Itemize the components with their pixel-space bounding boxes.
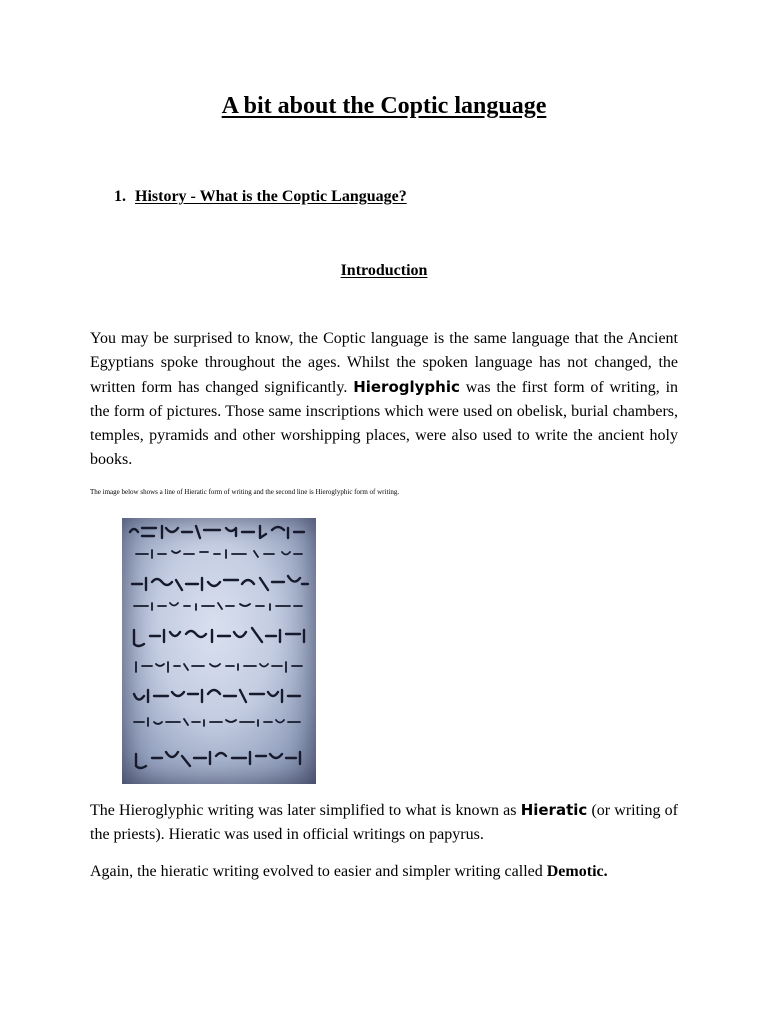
term-hieratic: Hieratic (520, 801, 588, 819)
subheading-introduction: Introduction (340, 262, 428, 279)
paragraph-demotic-text-1: Again, the hieratic writing evolved to easier and simpler writing called (90, 863, 547, 880)
document-title: A bit about the Coptic language (221, 93, 547, 119)
hieratic-glyph-strokes (122, 518, 316, 784)
paragraph-intro (90, 327, 678, 472)
section-title: History - What is the Coptic Language? (135, 188, 407, 205)
paragraph-hieratic (90, 798, 678, 847)
term-hieroglyphic: Hieroglyphic (353, 378, 460, 396)
image-caption: The image below shows a line of Hieratic form of writing and the second line is Hieroglyphic form of writing. (90, 488, 400, 496)
term-demotic: Demotic. (546, 863, 608, 880)
paragraph-demotic (90, 860, 678, 884)
paragraph-hieratic-text-1: The Hieroglyphic writing was later simplified to what is known as (90, 802, 521, 819)
paragraph-hieratic-text-2: (or writing of the priests). Hieratic was used in official writings on papyrus. (90, 802, 678, 843)
hieratic-script-photo (122, 518, 316, 784)
paragraph-intro-text-1: You may be surprised to know, the Coptic language is the same language that the Ancient Egyptians spoke throughout the ages. Whilst the spoken language has not changed, the written form has changed significantly. (90, 330, 678, 396)
section-number: 1. (114, 188, 126, 205)
section-heading (114, 188, 407, 206)
paragraph-intro-text-2: was the first form of writing, in the form of pictures. Those same inscriptions which were used on obelisk, burial chambers, temples, pyramids and other worshipping places, were also used to write the ancient holy books. (90, 379, 679, 468)
